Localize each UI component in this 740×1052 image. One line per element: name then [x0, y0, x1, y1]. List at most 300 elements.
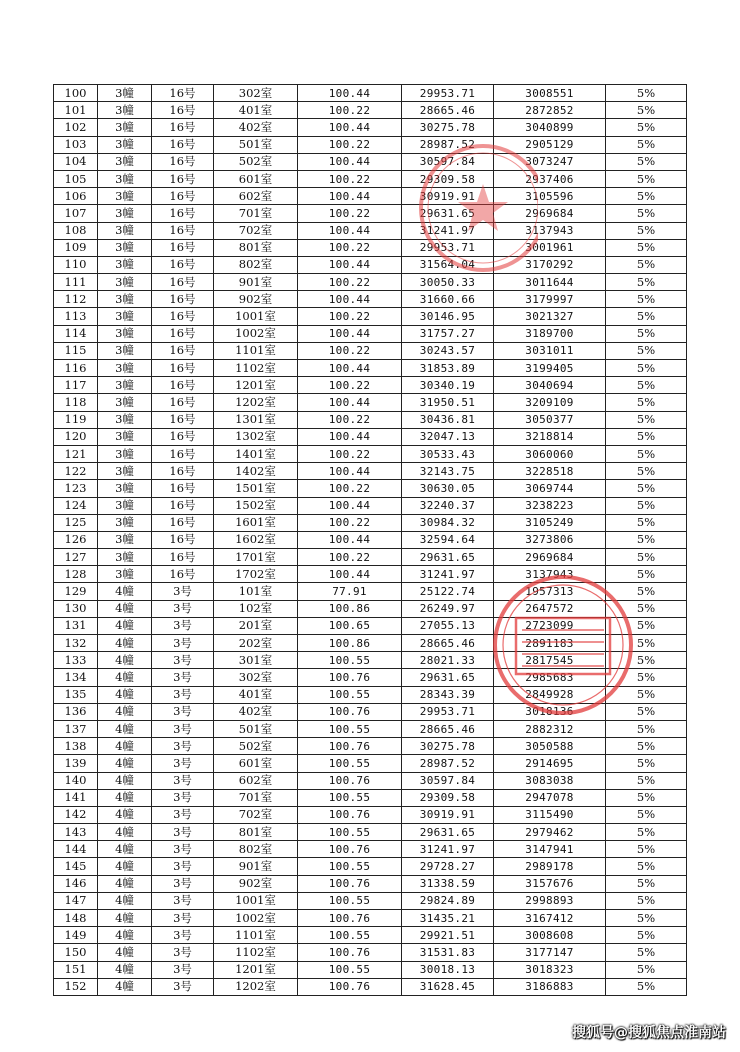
table-cell: 5% [606, 720, 687, 737]
table-cell: 151 [54, 961, 98, 978]
table-row [54, 600, 687, 617]
table-cell: 28021.33 [402, 652, 494, 669]
table-cell: 5% [606, 652, 687, 669]
table-cell: 16号 [152, 514, 214, 531]
table-row [54, 411, 687, 428]
table-cell: 5% [606, 978, 687, 995]
table-cell: 129 [54, 583, 98, 600]
table-cell: 109 [54, 239, 98, 256]
table-cell: 4幢 [98, 617, 152, 634]
table-cell: 1001室 [214, 308, 298, 325]
table-row [54, 170, 687, 187]
table-cell: 3幢 [98, 153, 152, 170]
table-cell: 5% [606, 136, 687, 153]
table-cell: 16号 [152, 102, 214, 119]
table-cell: 5% [606, 824, 687, 841]
table-cell: 147 [54, 892, 98, 909]
table-cell: 5% [606, 497, 687, 514]
table-cell: 4幢 [98, 720, 152, 737]
table-cell: 32240.37 [402, 497, 494, 514]
table-cell: 1402室 [214, 463, 298, 480]
table-cell: 4幢 [98, 789, 152, 806]
table-cell: 3幢 [98, 274, 152, 291]
table-row [54, 342, 687, 359]
table-cell: 100.76 [298, 841, 402, 858]
table-cell: 5% [606, 910, 687, 927]
table-cell: 3号 [152, 652, 214, 669]
table-cell: 28987.52 [402, 755, 494, 772]
table-row [54, 308, 687, 325]
table-cell: 4幢 [98, 755, 152, 772]
table-cell: 29631.65 [402, 549, 494, 566]
table-cell: 141 [54, 789, 98, 806]
table-cell: 26249.97 [402, 600, 494, 617]
table-cell: 5% [606, 686, 687, 703]
table-cell: 3幢 [98, 377, 152, 394]
table-cell: 31241.97 [402, 841, 494, 858]
table-cell: 100.55 [298, 720, 402, 737]
table-cell: 1101室 [214, 927, 298, 944]
table-cell: 28343.39 [402, 686, 494, 703]
table-cell: 142 [54, 806, 98, 823]
table-cell: 202室 [214, 635, 298, 652]
table-cell: 3幢 [98, 256, 152, 273]
table-cell: 133 [54, 652, 98, 669]
table-cell: 3幢 [98, 566, 152, 583]
table-cell: 3号 [152, 978, 214, 995]
table-cell: 100 [54, 85, 98, 102]
table-cell: 2872852 [494, 102, 606, 119]
table-cell: 31853.89 [402, 360, 494, 377]
table-cell: 29953.71 [402, 85, 494, 102]
table-cell: 100.55 [298, 824, 402, 841]
table-cell: 100.55 [298, 858, 402, 875]
table-cell: 16号 [152, 566, 214, 583]
table-cell: 601室 [214, 755, 298, 772]
table-cell: 131 [54, 617, 98, 634]
table-cell: 901室 [214, 274, 298, 291]
table-cell: 106 [54, 188, 98, 205]
table-cell: 801室 [214, 239, 298, 256]
table-cell: 29728.27 [402, 858, 494, 875]
table-cell: 30597.84 [402, 153, 494, 170]
table-row [54, 961, 687, 978]
table-cell: 100.22 [298, 136, 402, 153]
table-cell: 5% [606, 377, 687, 394]
table-cell: 110 [54, 256, 98, 273]
table-cell: 100.22 [298, 274, 402, 291]
table-cell: 100.65 [298, 617, 402, 634]
table-cell: 3179997 [494, 291, 606, 308]
table-cell: 3幢 [98, 136, 152, 153]
table-cell: 3号 [152, 841, 214, 858]
table-cell: 16号 [152, 239, 214, 256]
table-cell: 100.44 [298, 222, 402, 239]
table-cell: 152 [54, 978, 98, 995]
table-cell: 2723099 [494, 617, 606, 634]
table-row [54, 239, 687, 256]
table-cell: 30340.19 [402, 377, 494, 394]
table-cell: 3号 [152, 755, 214, 772]
table-cell: 1101室 [214, 342, 298, 359]
table-cell: 100.44 [298, 463, 402, 480]
table-cell: 100.22 [298, 308, 402, 325]
table-cell: 100.55 [298, 652, 402, 669]
table-row [54, 841, 687, 858]
table-cell: 2882312 [494, 720, 606, 737]
table-cell: 32594.64 [402, 531, 494, 548]
table-row [54, 188, 687, 205]
table-cell: 30050.33 [402, 274, 494, 291]
table-cell: 602室 [214, 772, 298, 789]
table-cell: 3号 [152, 944, 214, 961]
table-cell: 5% [606, 841, 687, 858]
table-row [54, 377, 687, 394]
table-cell: 139 [54, 755, 98, 772]
table-cell: 4幢 [98, 927, 152, 944]
table-cell: 3018136 [494, 703, 606, 720]
table-cell: 100.55 [298, 927, 402, 944]
table-cell: 31757.27 [402, 325, 494, 342]
table-cell: 702室 [214, 806, 298, 823]
table-cell: 3060060 [494, 445, 606, 462]
table-cell: 3号 [152, 789, 214, 806]
table-row [54, 686, 687, 703]
table-cell: 31435.21 [402, 910, 494, 927]
table-cell: 601室 [214, 170, 298, 187]
table-cell: 502室 [214, 153, 298, 170]
table-cell: 2947078 [494, 789, 606, 806]
table-row [54, 394, 687, 411]
table-cell: 5% [606, 858, 687, 875]
table-cell: 100.76 [298, 738, 402, 755]
table-cell: 5% [606, 274, 687, 291]
table-cell: 100.76 [298, 772, 402, 789]
table-cell: 100.44 [298, 428, 402, 445]
table-cell: 2914695 [494, 755, 606, 772]
table-cell: 3218814 [494, 428, 606, 445]
table-cell: 3号 [152, 583, 214, 600]
table-cell: 100.22 [298, 239, 402, 256]
table-cell: 105 [54, 170, 98, 187]
table-cell: 4幢 [98, 841, 152, 858]
table-cell: 137 [54, 720, 98, 737]
table-cell: 25122.74 [402, 583, 494, 600]
table-cell: 5% [606, 394, 687, 411]
table-cell: 4幢 [98, 961, 152, 978]
table-cell: 100.22 [298, 205, 402, 222]
table-row [54, 806, 687, 823]
table-cell: 150 [54, 944, 98, 961]
table-cell: 119 [54, 411, 98, 428]
table-cell: 100.76 [298, 875, 402, 892]
price-table [53, 84, 687, 996]
table-cell: 4幢 [98, 669, 152, 686]
table-cell: 2905129 [494, 136, 606, 153]
table-cell: 5% [606, 772, 687, 789]
table-cell: 1602室 [214, 531, 298, 548]
table-cell: 16号 [152, 342, 214, 359]
table-cell: 31660.66 [402, 291, 494, 308]
table-cell: 16号 [152, 274, 214, 291]
table-cell: 5% [606, 360, 687, 377]
table-cell: 5% [606, 600, 687, 617]
table-cell: 3号 [152, 703, 214, 720]
table-cell: 2998893 [494, 892, 606, 909]
table-cell: 4幢 [98, 978, 152, 995]
table-cell: 1102室 [214, 944, 298, 961]
table-cell: 5% [606, 428, 687, 445]
table-cell: 16号 [152, 428, 214, 445]
table-cell: 32143.75 [402, 463, 494, 480]
table-cell: 3170292 [494, 256, 606, 273]
table-cell: 3228518 [494, 463, 606, 480]
table-cell: 3137943 [494, 222, 606, 239]
table-row [54, 119, 687, 136]
table-cell: 901室 [214, 858, 298, 875]
table-row [54, 256, 687, 273]
table-row [54, 669, 687, 686]
table-cell: 29953.71 [402, 239, 494, 256]
table-cell: 126 [54, 531, 98, 548]
table-cell: 5% [606, 342, 687, 359]
table-cell: 5% [606, 411, 687, 428]
table-cell: 102室 [214, 600, 298, 617]
table-row [54, 428, 687, 445]
table-cell: 100.22 [298, 170, 402, 187]
table-cell: 31564.04 [402, 256, 494, 273]
table-row [54, 85, 687, 102]
table-cell: 3008551 [494, 85, 606, 102]
table-cell: 30630.05 [402, 480, 494, 497]
table-cell: 28665.46 [402, 102, 494, 119]
table-cell: 16号 [152, 480, 214, 497]
table-cell: 4幢 [98, 824, 152, 841]
table-cell: 100.44 [298, 497, 402, 514]
table-cell: 2989178 [494, 858, 606, 875]
table-cell: 1502室 [214, 497, 298, 514]
table-cell: 5% [606, 445, 687, 462]
table-cell: 1301室 [214, 411, 298, 428]
table-cell: 30436.81 [402, 411, 494, 428]
table-cell: 802室 [214, 256, 298, 273]
table-cell: 140 [54, 772, 98, 789]
table-cell: 29631.65 [402, 205, 494, 222]
table-row [54, 274, 687, 291]
table-cell: 5% [606, 549, 687, 566]
table-cell: 108 [54, 222, 98, 239]
table-cell: 501室 [214, 136, 298, 153]
table-cell: 3幢 [98, 291, 152, 308]
table-cell: 32047.13 [402, 428, 494, 445]
table-cell: 3040899 [494, 119, 606, 136]
table-cell: 3050377 [494, 411, 606, 428]
table-cell: 5% [606, 85, 687, 102]
price-table-container [53, 84, 686, 996]
table-cell: 3050588 [494, 738, 606, 755]
table-cell: 145 [54, 858, 98, 875]
table-cell: 27055.13 [402, 617, 494, 634]
table-cell: 123 [54, 480, 98, 497]
table-cell: 29309.58 [402, 789, 494, 806]
table-cell: 602室 [214, 188, 298, 205]
table-cell: 3011644 [494, 274, 606, 291]
table-cell: 132 [54, 635, 98, 652]
table-cell: 29309.58 [402, 170, 494, 187]
table-cell: 3幢 [98, 325, 152, 342]
table-cell: 100.76 [298, 944, 402, 961]
table-cell: 4幢 [98, 738, 152, 755]
table-cell: 1501室 [214, 480, 298, 497]
table-cell: 100.22 [298, 480, 402, 497]
table-cell: 122 [54, 463, 98, 480]
table-cell: 1957313 [494, 583, 606, 600]
watermark-text: 搜狐号@搜狐焦点淮南站 [572, 1025, 726, 1041]
table-cell: 30275.78 [402, 738, 494, 755]
table-cell: 3号 [152, 824, 214, 841]
table-row [54, 360, 687, 377]
table-cell: 100.22 [298, 102, 402, 119]
table-cell: 4幢 [98, 910, 152, 927]
table-cell: 16号 [152, 549, 214, 566]
table-cell: 4幢 [98, 892, 152, 909]
table-row [54, 480, 687, 497]
table-cell: 5% [606, 806, 687, 823]
table-cell: 100.76 [298, 978, 402, 995]
table-row [54, 549, 687, 566]
table-row [54, 892, 687, 909]
table-cell: 3018323 [494, 961, 606, 978]
table-cell: 28665.46 [402, 635, 494, 652]
table-cell: 3186883 [494, 978, 606, 995]
table-cell: 112 [54, 291, 98, 308]
table-row [54, 583, 687, 600]
table-cell: 3177147 [494, 944, 606, 961]
table-cell: 5% [606, 188, 687, 205]
table-cell: 1102室 [214, 360, 298, 377]
table-cell: 30533.43 [402, 445, 494, 462]
table-cell: 3105596 [494, 188, 606, 205]
table-cell: 3幢 [98, 531, 152, 548]
table-cell: 701室 [214, 205, 298, 222]
table-cell: 3189700 [494, 325, 606, 342]
table-cell: 3幢 [98, 514, 152, 531]
table-cell: 16号 [152, 325, 214, 342]
table-cell: 3147941 [494, 841, 606, 858]
table-row [54, 102, 687, 119]
table-cell: 29631.65 [402, 824, 494, 841]
table-cell: 3040694 [494, 377, 606, 394]
table-cell: 77.91 [298, 583, 402, 600]
table-row [54, 635, 687, 652]
table-cell: 5% [606, 738, 687, 755]
table-cell: 3号 [152, 686, 214, 703]
table-cell: 3幢 [98, 188, 152, 205]
table-cell: 3号 [152, 858, 214, 875]
table-cell: 100.22 [298, 411, 402, 428]
table-cell: 29824.89 [402, 892, 494, 909]
table-cell: 100.86 [298, 600, 402, 617]
table-cell: 100.44 [298, 325, 402, 342]
table-cell: 4幢 [98, 635, 152, 652]
table-cell: 2817545 [494, 652, 606, 669]
table-cell: 3幢 [98, 102, 152, 119]
table-cell: 30919.91 [402, 188, 494, 205]
table-cell: 3幢 [98, 222, 152, 239]
table-cell: 5% [606, 789, 687, 806]
table-cell: 100.86 [298, 635, 402, 652]
table-cell: 1001室 [214, 892, 298, 909]
table-cell: 5% [606, 961, 687, 978]
table-cell: 16号 [152, 256, 214, 273]
table-cell: 16号 [152, 188, 214, 205]
table-cell: 16号 [152, 394, 214, 411]
table-cell: 29921.51 [402, 927, 494, 944]
table-cell: 100.55 [298, 789, 402, 806]
table-cell: 3073247 [494, 153, 606, 170]
table-row [54, 531, 687, 548]
table-cell: 100.44 [298, 85, 402, 102]
table-cell: 402室 [214, 119, 298, 136]
table-cell: 28665.46 [402, 720, 494, 737]
table-cell: 125 [54, 514, 98, 531]
table-cell: 100.22 [298, 342, 402, 359]
table-row [54, 824, 687, 841]
table-cell: 1302室 [214, 428, 298, 445]
table-cell: 148 [54, 910, 98, 927]
table-cell: 1002室 [214, 325, 298, 342]
table-row [54, 978, 687, 995]
table-cell: 5% [606, 514, 687, 531]
table-cell: 5% [606, 755, 687, 772]
table-cell: 1702室 [214, 566, 298, 583]
table-cell: 4幢 [98, 875, 152, 892]
table-cell: 30243.57 [402, 342, 494, 359]
table-cell: 5% [606, 239, 687, 256]
table-cell: 3幢 [98, 239, 152, 256]
table-row [54, 738, 687, 755]
table-cell: 30275.78 [402, 119, 494, 136]
table-row [54, 875, 687, 892]
table-cell: 16号 [152, 445, 214, 462]
table-cell: 101室 [214, 583, 298, 600]
table-cell: 3083038 [494, 772, 606, 789]
table-cell: 116 [54, 360, 98, 377]
table-cell: 3号 [152, 738, 214, 755]
table-cell: 5% [606, 170, 687, 187]
table-cell: 3号 [152, 600, 214, 617]
table-cell: 135 [54, 686, 98, 703]
table-row [54, 652, 687, 669]
table-cell: 100.55 [298, 755, 402, 772]
table-cell: 107 [54, 205, 98, 222]
table-cell: 31628.45 [402, 978, 494, 995]
table-cell: 3021327 [494, 308, 606, 325]
table-cell: 401室 [214, 102, 298, 119]
table-cell: 1701室 [214, 549, 298, 566]
table-cell: 5% [606, 153, 687, 170]
table-cell: 100.55 [298, 892, 402, 909]
table-cell: 16号 [152, 360, 214, 377]
table-cell: 16号 [152, 463, 214, 480]
table-cell: 5% [606, 463, 687, 480]
table-cell: 100.44 [298, 256, 402, 273]
table-row [54, 944, 687, 961]
table-cell: 3号 [152, 927, 214, 944]
table-cell: 113 [54, 308, 98, 325]
table-cell: 302室 [214, 669, 298, 686]
table-cell: 5% [606, 566, 687, 583]
